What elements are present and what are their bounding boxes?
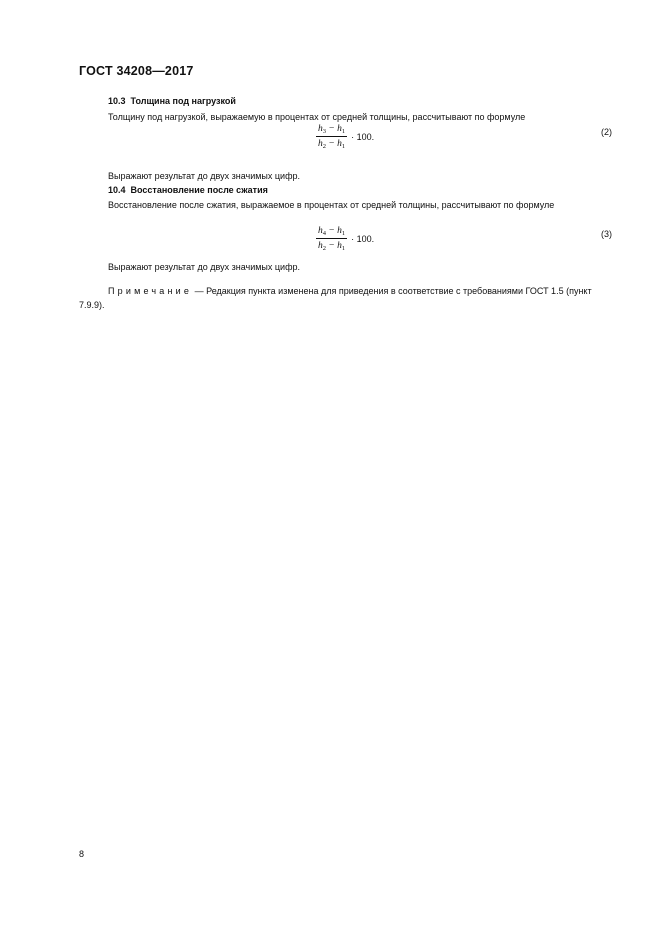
denominator: $h_2 - h_1$ [318,241,346,252]
formula-2 [316,124,374,150]
numerator: $h_4 - h_1$ [318,226,346,237]
section-number: 10.4 [108,185,126,195]
fraction [316,226,347,252]
section-title-10-4 [108,185,268,195]
multiplier: · 100. [351,132,375,142]
note-label: Примечание [108,286,193,296]
equation-number-3: (3) [601,229,612,239]
denominator: $h_2 - h_1$ [318,139,346,150]
numerator: $h_3 - h_1$ [318,124,346,135]
document-header: ГОСТ 34208—2017 [79,64,194,78]
section-intro-10-4: Восстановление после сжатия, выражаемое в процентах от средней толщины, рассчитывают по формуле [108,200,555,210]
section-title-10-3 [108,96,236,106]
result-text-10-4: Выражают результат до двух значимых цифр. [108,262,300,272]
section-heading: Восстановление после сжатия [130,185,268,195]
note [79,284,619,312]
equation-number-2: (2) [601,127,612,137]
section-number: 10.3 [108,96,126,106]
formula-3 [316,226,374,252]
page-number: 8 [79,849,85,859]
multiplier: · 100. [351,234,375,244]
fraction [316,124,347,150]
note-text: — Редакция пункта изменена для приведения в соответствие с требованиями ГОСТ 1.5 (пункт 7.9.9). [79,286,592,310]
section-intro-10-3: Толщину под нагрузкой, выражаемую в процентах от средней толщины, рассчитывают по формуле [108,112,526,122]
section-heading: Толщина под нагрузкой [130,96,236,106]
result-text-10-3: Выражают результат до двух значимых цифр. [108,171,300,181]
